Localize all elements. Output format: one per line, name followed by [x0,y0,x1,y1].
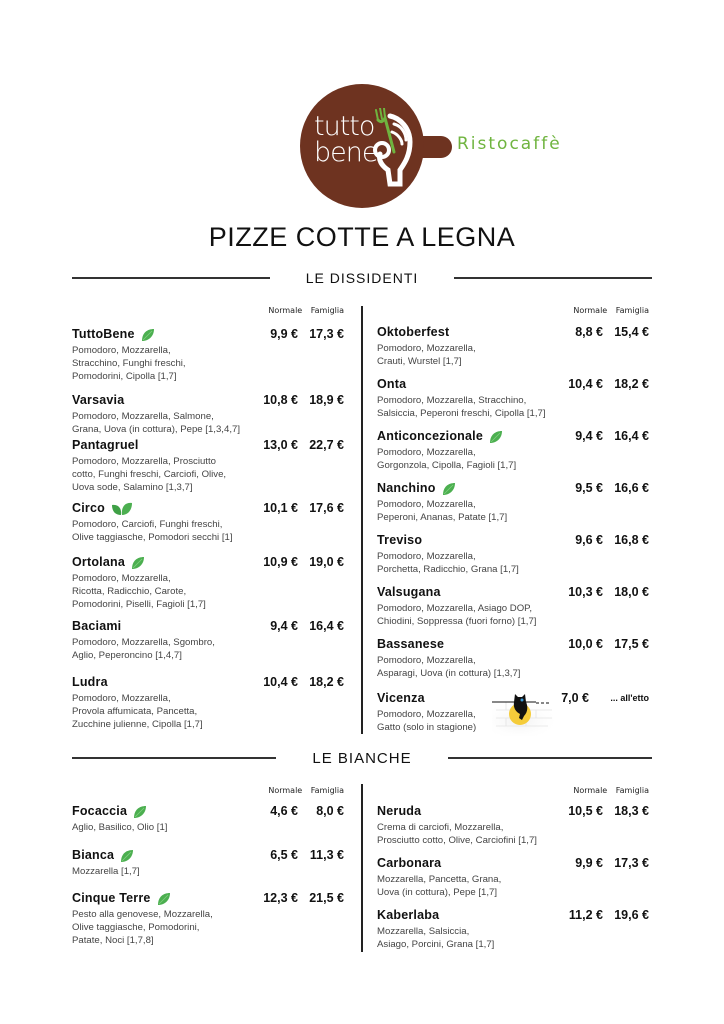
ingredient-line: Provola affumicata, Pancetta, [72,706,198,717]
prices [555,908,649,922]
pizza-name: Ortolana [72,555,125,569]
menu-item [72,326,344,383]
prices [250,619,344,633]
menu-item-header [377,803,649,819]
menu-item [377,532,649,576]
ingredient-line: Mozzarella, Pancetta, Grana, [377,874,502,885]
menu-item [72,437,344,494]
price-normale: 9,9 € [270,327,298,341]
price-normale: 9,4 € [575,429,603,443]
ingredient-line: Pomodoro, Mozzarella, [72,573,171,584]
ingredient-line: Aglio, Basilico, Olio [1] [72,822,168,833]
price-normale: 12,3 € [263,891,298,905]
dissidenti-left-column [72,306,344,736]
price-famiglia: 19,0 € [309,555,344,569]
menu-item-header [377,584,649,600]
divider-line [448,757,652,759]
pizza-name: Vicenza [377,691,425,705]
price-famiglia: 16,4 € [614,429,649,443]
header-famiglia: Famiglia [310,786,344,795]
menu-item [377,324,649,368]
ingredient-line: Gatto (solo in stagione) [377,722,477,733]
menu-item-header [72,437,344,453]
menu-item [377,855,649,899]
price-famiglia: 16,4 € [309,619,344,633]
price-famiglia: 18,9 € [309,393,344,407]
price-famiglia: 19,6 € [614,908,649,922]
ingredient-line: Pomodoro, Mozzarella, Salmone, [72,411,214,422]
price-famiglia: 18,0 € [614,585,649,599]
pizza-name: Anticoncezionale [377,429,483,443]
logo-wordmark [314,111,378,168]
price-normale: 13,0 € [263,438,298,452]
pizza-name: Cinque Terre [72,891,151,905]
column-divider [361,784,363,952]
leaf-icon [131,555,145,569]
menu-item [72,674,344,731]
ingredient-line: Olive taggiasche, Pomodori secchi [1] [72,532,233,543]
prices [250,555,344,569]
ingredient-line: Grana, Uova (in cottura), Pepe [1,3,4,7] [72,424,240,435]
ingredient-line: Crema di carciofi, Mozzarella, [377,822,504,833]
prices [555,585,649,599]
ingredient-line: Pomodoro, Mozzarella, [377,551,476,562]
logo-line-1: tutto [314,111,375,142]
ingredient-line: Asparagi, Uova (in cottura) [1,3,7] [377,668,521,679]
cat-on-moon-icon [492,688,560,736]
price-famiglia: ... all'etto [610,693,649,703]
ingredients [72,572,344,611]
ingredient-line: Pomodoro, Mozzarella, Prosciutto [72,456,216,467]
menu-item-header [377,376,649,392]
page-title: PIZZE COTTE A LEGNA [208,222,516,252]
prices [250,438,344,452]
menu-item [377,803,649,847]
menu-item-header [72,803,344,819]
price-famiglia: 18,2 € [614,377,649,391]
menu-item [72,618,344,662]
ingredient-line: Olive taggiasche, Pomodorini, [72,922,200,933]
menu-item [72,803,344,834]
price-famiglia: 18,2 € [309,675,344,689]
menu-item [377,907,649,951]
ingredient-line: Pomodorini, Piselli, Fagioli [1,7] [72,599,206,610]
bianche-right-column [377,786,649,956]
ingredients [72,344,344,383]
price-famiglia: 18,3 € [614,804,649,818]
price-normale: 10,4 € [568,377,603,391]
prices [555,481,649,495]
price-normale: 10,9 € [263,555,298,569]
prices [555,856,649,870]
ingredient-line: Pomodoro, Mozzarella, [72,345,171,356]
ingredient-line: Prosciutto cotto, Olive, Carciofini [1,7] [377,835,537,846]
price-famiglia: 17,3 € [614,856,649,870]
ingredient-line: Mozzarella, Salsiccia, [377,926,470,937]
ingredients [377,394,649,420]
menu-item-header [377,532,649,548]
header-normale: Normale [268,306,303,315]
header-famiglia: Famiglia [615,306,649,315]
price-famiglia: 8,0 € [316,804,344,818]
price-normale: 10,3 € [568,585,603,599]
ingredient-line: Salsiccia, Peperoni freschi, Cipolla [1,7] [377,408,546,419]
ingredients [377,342,649,368]
leaf-icon [120,848,134,862]
menu-item [72,847,344,878]
menu-item [377,636,649,680]
ingredients [72,692,344,731]
price-normale: 10,4 € [263,675,298,689]
pizza-name: Baciami [72,619,122,633]
ingredient-line: cotto, Funghi freschi, Carciofi, Olive, [72,469,227,480]
price-famiglia: 17,5 € [614,637,649,651]
prices [250,804,344,818]
menu-item-header [377,428,649,444]
ingredient-line: Pomodoro, Mozzarella, [377,447,476,458]
ingredient-line: Pomodoro, Mozzarella, [377,709,476,720]
ingredients [377,550,649,576]
ingredient-line: Pesto alla genovese, Mozzarella, [72,909,213,920]
price-famiglia: 15,4 € [614,325,649,339]
pizza-name: Circo [72,501,105,515]
price-normale: 10,0 € [568,637,603,651]
ingredients [72,865,344,878]
price-normale: 11,2 € [568,908,603,922]
ingredient-line: Asiago, Porcini, Grana [1,7] [377,939,495,950]
price-famiglia: 21,5 € [309,891,344,905]
divider-line [72,757,276,759]
logo-subtitle: Ristocaffè [457,134,562,154]
ingredient-line: Stracchino, Funghi freschi, [72,358,186,369]
pizza-name: Pantagruel [72,438,139,452]
section-header-bianche [72,748,652,768]
leaf-icon [489,429,503,443]
menu-item-header [377,324,649,340]
ingredient-line: Pomodoro, Mozzarella, [72,693,171,704]
ingredients [377,873,649,899]
ingredient-line: Pomodoro, Mozzarella, [377,499,476,510]
pizza-name: Oktoberfest [377,325,450,339]
price-normale: 9,5 € [575,481,603,495]
logo [300,84,580,210]
menu-item-header [72,326,344,342]
ingredient-line: Aglio, Peperoncino [1,4,7] [72,650,182,661]
price-normale: 9,4 € [270,619,298,633]
price-normale: 10,1 € [263,501,298,515]
prices [555,429,649,443]
price-famiglia: 16,8 € [614,533,649,547]
prices [555,804,649,818]
ingredient-line: Porchetta, Radicchio, Grana [1,7] [377,564,519,575]
ingredient-line: Pomodoro, Mozzarella, [377,655,476,666]
ingredients [72,908,344,947]
ingredients [377,446,649,472]
menu-item-header [72,392,344,408]
pizza-name: Carbonara [377,856,442,870]
prices [250,393,344,407]
price-famiglia: 22,7 € [309,438,344,452]
prices [555,325,649,339]
ingredient-line: Gorgonzola, Cipolla, Fagioli [1,7] [377,460,517,471]
pizza-name: TuttoBene [72,327,135,341]
ingredients [377,602,649,628]
ingredient-line: Pomodoro, Mozzarella, Sgombro, [72,637,215,648]
ingredient-line: Pomodoro, Mozzarella, Stracchino, [377,395,527,406]
ingredients [72,410,344,436]
logo-line-2: bene [314,137,378,168]
leaf-icon [133,804,147,818]
section-header-dissidenti [72,268,652,288]
bianche-left-column [72,786,344,956]
pizza-name: Bianca [72,848,115,862]
ingredients [72,455,344,494]
price-normale: 7,0 € [561,691,589,705]
prices [555,377,649,391]
ingredients [377,498,649,524]
ingredient-line: Zucchine julienne, Cipolla [1,7] [72,719,203,730]
leaf-icon [157,891,171,905]
dissidenti-right-column [377,306,649,736]
menu-item-header [377,480,649,496]
price-normale: 8,8 € [575,325,603,339]
header-famiglia: Famiglia [310,306,344,315]
menu-item-header [72,890,344,906]
ingredient-line: Chiodini, Soppressa (fuori forno) [1,7] [377,616,537,627]
ingredient-line: Pomodoro, Carciofi, Funghi freschi, [72,519,223,530]
menu-item-header [377,855,649,871]
price-famiglia: 17,3 € [309,327,344,341]
menu-item [72,392,344,436]
pizza-name: Valsugana [377,585,441,599]
pizza-name: Ludra [72,675,108,689]
header-famiglia: Famiglia [615,786,649,795]
column-headers [268,306,344,315]
price-normale: 10,5 € [568,804,603,818]
pizza-name: Neruda [377,804,422,818]
ingredients [72,518,344,544]
menu-item-header [72,618,344,634]
section-label: LE DISSIDENTI [305,270,419,286]
ingredient-line: Crauti, Wurstel [1,7] [377,356,462,367]
pizza-name: Onta [377,377,407,391]
divider-line [454,277,652,279]
divider-line [72,277,270,279]
price-famiglia: 16,6 € [614,481,649,495]
menu-item [72,500,344,544]
section-label: LE BIANCHE [312,749,412,767]
pizza-name: Nanchino [377,481,436,495]
prices [250,891,344,905]
prices [555,533,649,547]
leaf-icon [141,327,155,341]
ingredients [72,636,344,662]
header-normale: Normale [573,786,608,795]
column-headers [573,786,649,795]
ingredient-line: Uova (in cottura), Pepe [1,7] [377,887,497,898]
price-famiglia: 17,6 € [309,501,344,515]
ingredient-line: Patate, Noci [1,7,8] [72,935,154,946]
menu-item [377,584,649,628]
menu-item-header [377,636,649,652]
ingredient-line: Mozzarella [1,7] [72,866,140,877]
menu-item-header [377,907,649,923]
prices [250,675,344,689]
price-normale: 4,6 € [270,804,298,818]
double-leaf-icon [111,501,133,515]
ingredients [377,821,649,847]
column-divider [361,306,363,734]
menu-item-header [72,554,344,570]
column-headers [268,786,344,795]
ingredient-line: Uova sode, Salamino [1,3,7] [72,482,193,493]
menu-item [72,890,344,947]
pizza-name: Bassanese [377,637,445,651]
ingredient-line: Peperoni, Ananas, Patate [1,7] [377,512,508,523]
menu-item [72,554,344,611]
pizza-name: Treviso [377,533,423,547]
menu-item [377,428,649,472]
prices [250,848,344,862]
pizza-name: Varsavia [72,393,125,407]
header-normale: Normale [268,786,303,795]
ingredient-line: Pomodoro, Mozzarella, [377,343,476,354]
price-normale: 9,6 € [575,533,603,547]
ingredient-line: Pomodorini, Cipolla [1,7] [72,371,177,382]
leaf-icon [442,481,456,495]
price-normale: 9,9 € [575,856,603,870]
pizza-name: Focaccia [72,804,128,818]
menu-item-header [72,500,344,516]
ingredients [377,925,649,951]
prices [555,637,649,651]
ingredient-line: Ricotta, Radicchio, Carote, [72,586,187,597]
ingredients [377,654,649,680]
ingredient-line: Pomodoro, Mozzarella, Asiago DOP, [377,603,532,614]
ingredients [72,821,344,834]
column-headers [573,306,649,315]
price-normale: 10,8 € [263,393,298,407]
menu-item-header [72,674,344,690]
header-normale: Normale [573,306,608,315]
price-normale: 6,5 € [270,848,298,862]
menu-item [377,376,649,420]
prices [250,327,344,341]
prices [250,501,344,515]
price-famiglia: 11,3 € [309,848,344,862]
pizza-name: Kaberlaba [377,908,440,922]
menu-item [377,480,649,524]
menu-item-header [72,847,344,863]
